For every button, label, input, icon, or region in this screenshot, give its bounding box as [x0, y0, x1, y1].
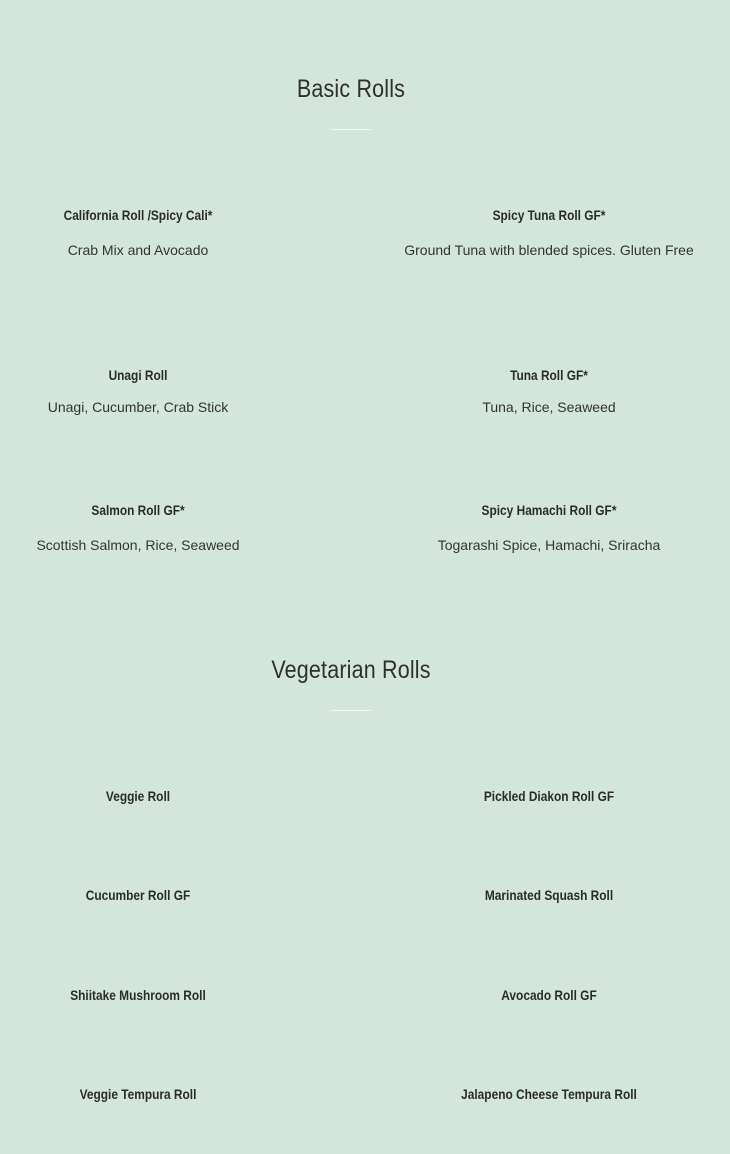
menu-item-name: Spicy Tuna Roll GF*: [492, 207, 606, 223]
menu-item-name: Marinated Squash Roll: [484, 887, 614, 903]
menu-item: [0, 366, 288, 419]
menu-item-name: Veggie Roll: [105, 788, 171, 804]
menu-item-name: California Roll /Spicy Cali*: [63, 207, 213, 223]
menu-item: [0, 206, 288, 262]
menu-item: [0, 501, 288, 557]
section-divider: [331, 129, 371, 130]
menu-item-description: Scottish Salmon, Rice, Seaweed: [36, 537, 240, 553]
menu-item-description: Ground Tuna with blended spices. Gluten Free: [404, 242, 694, 258]
menu-item-description: Tuna, Rice, Seaweed: [482, 399, 616, 415]
menu-item: [0, 886, 288, 904]
menu-item: [399, 1085, 699, 1103]
menu-item: [399, 206, 699, 262]
section-divider: [331, 710, 371, 711]
menu-item-name: Pickled Diakon Roll GF: [483, 788, 615, 804]
menu-item: [0, 787, 288, 805]
menu-item-name: Avocado Roll GF: [501, 987, 597, 1003]
menu-item: [399, 886, 699, 904]
menu-item: [0, 1085, 288, 1103]
menu-item-name: Shiitake Mushroom Roll: [70, 987, 206, 1003]
menu-item: [399, 366, 699, 419]
menu-item: [399, 787, 699, 805]
menu-item-description: Unagi, Cucumber, Crab Stick: [47, 399, 229, 415]
menu-item-name: Cucumber Roll GF: [85, 887, 191, 903]
menu-item: [0, 986, 288, 1004]
menu-item-name: Veggie Tempura Roll: [79, 1086, 197, 1102]
menu-item-description: Togarashi Spice, Hamachi, Sriracha: [437, 537, 661, 553]
menu-item-name: Salmon Roll GF*: [91, 502, 185, 518]
menu-item: [399, 501, 699, 557]
menu-item-name: Spicy Hamachi Roll GF*: [481, 502, 617, 518]
section-title-vegetarian-rolls: Vegetarian Rolls: [271, 656, 431, 684]
menu-item-name: Jalapeno Cheese Tempura Roll: [461, 1086, 637, 1102]
section-title-basic-rolls: Basic Rolls: [296, 75, 406, 103]
menu-item-name: Unagi Roll: [108, 367, 168, 383]
menu-item-name: Tuna Roll GF*: [510, 367, 588, 383]
menu-item-description: Crab Mix and Avocado: [67, 242, 209, 258]
menu-item: [399, 986, 699, 1004]
